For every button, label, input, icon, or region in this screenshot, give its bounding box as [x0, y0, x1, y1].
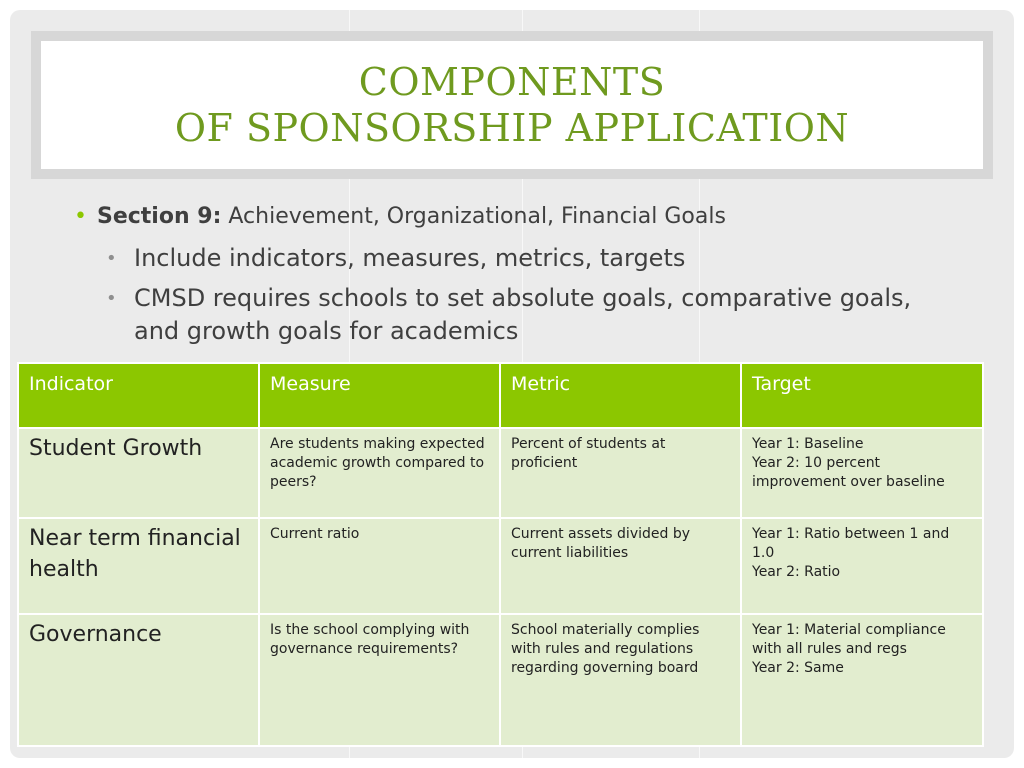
bullet-text: Achievement, Organizational, Financial Goals	[221, 204, 726, 229]
metric-cell: School materially complies with rules and regulations regarding governing board	[500, 614, 741, 746]
column-header-metric: Metric	[500, 363, 741, 428]
column-header-indicator: Indicator	[18, 363, 259, 428]
sub-bullet-icon: •	[106, 248, 117, 269]
target-line: Year 1: Ratio between 1 and 1.0	[752, 526, 950, 561]
metric-cell: Current assets divided by current liabilities	[500, 518, 741, 614]
sub-bullet-text: Include indicators, measures, metrics, targets	[134, 244, 686, 272]
title-line-1: COMPONENTS	[358, 60, 666, 104]
target-line: Year 2: 10 percent improvement over baseline	[752, 455, 945, 490]
indicator-cell: Governance	[18, 614, 259, 746]
target-cell	[741, 518, 983, 614]
bullet-section-9	[74, 204, 726, 229]
indicator-cell: Near term financial health	[18, 518, 259, 614]
sub-bullet	[108, 242, 928, 275]
target-cell	[741, 614, 983, 746]
slide	[10, 10, 1014, 758]
bullet-label: Section 9:	[96, 204, 222, 229]
measure-cell: Is the school complying with governance requirements?	[259, 614, 500, 746]
column-header-measure: Measure	[259, 363, 500, 428]
table-row	[18, 518, 983, 614]
sub-bullet	[108, 282, 928, 348]
column-header-target: Target	[741, 363, 983, 428]
target-line: Year 2: Ratio	[752, 564, 841, 580]
target-line: Year 2: Same	[752, 660, 844, 676]
goals-table	[17, 362, 984, 747]
bullet-icon: •	[74, 204, 87, 229]
sub-bullet-icon: •	[106, 288, 117, 309]
indicator-cell: Student Growth	[18, 428, 259, 518]
title-frame	[31, 31, 993, 179]
slide-title	[41, 41, 983, 169]
target-line: Year 1: Material compliance with all rules and regs	[752, 622, 946, 657]
measure-cell: Current ratio	[259, 518, 500, 614]
table-header-row	[18, 363, 983, 428]
table-row	[18, 428, 983, 518]
sub-bullet-text: CMSD requires schools to set absolute goals, comparative goals, and growth goals for academics	[134, 284, 912, 345]
table-row	[18, 614, 983, 746]
target-cell	[741, 428, 983, 518]
measure-cell: Are students making expected academic growth compared to peers?	[259, 428, 500, 518]
metric-cell: Percent of students at proficient	[500, 428, 741, 518]
target-line: Year 1: Baseline	[752, 436, 864, 452]
title-line-2: OF SPONSORSHIP APPLICATION	[174, 106, 850, 150]
